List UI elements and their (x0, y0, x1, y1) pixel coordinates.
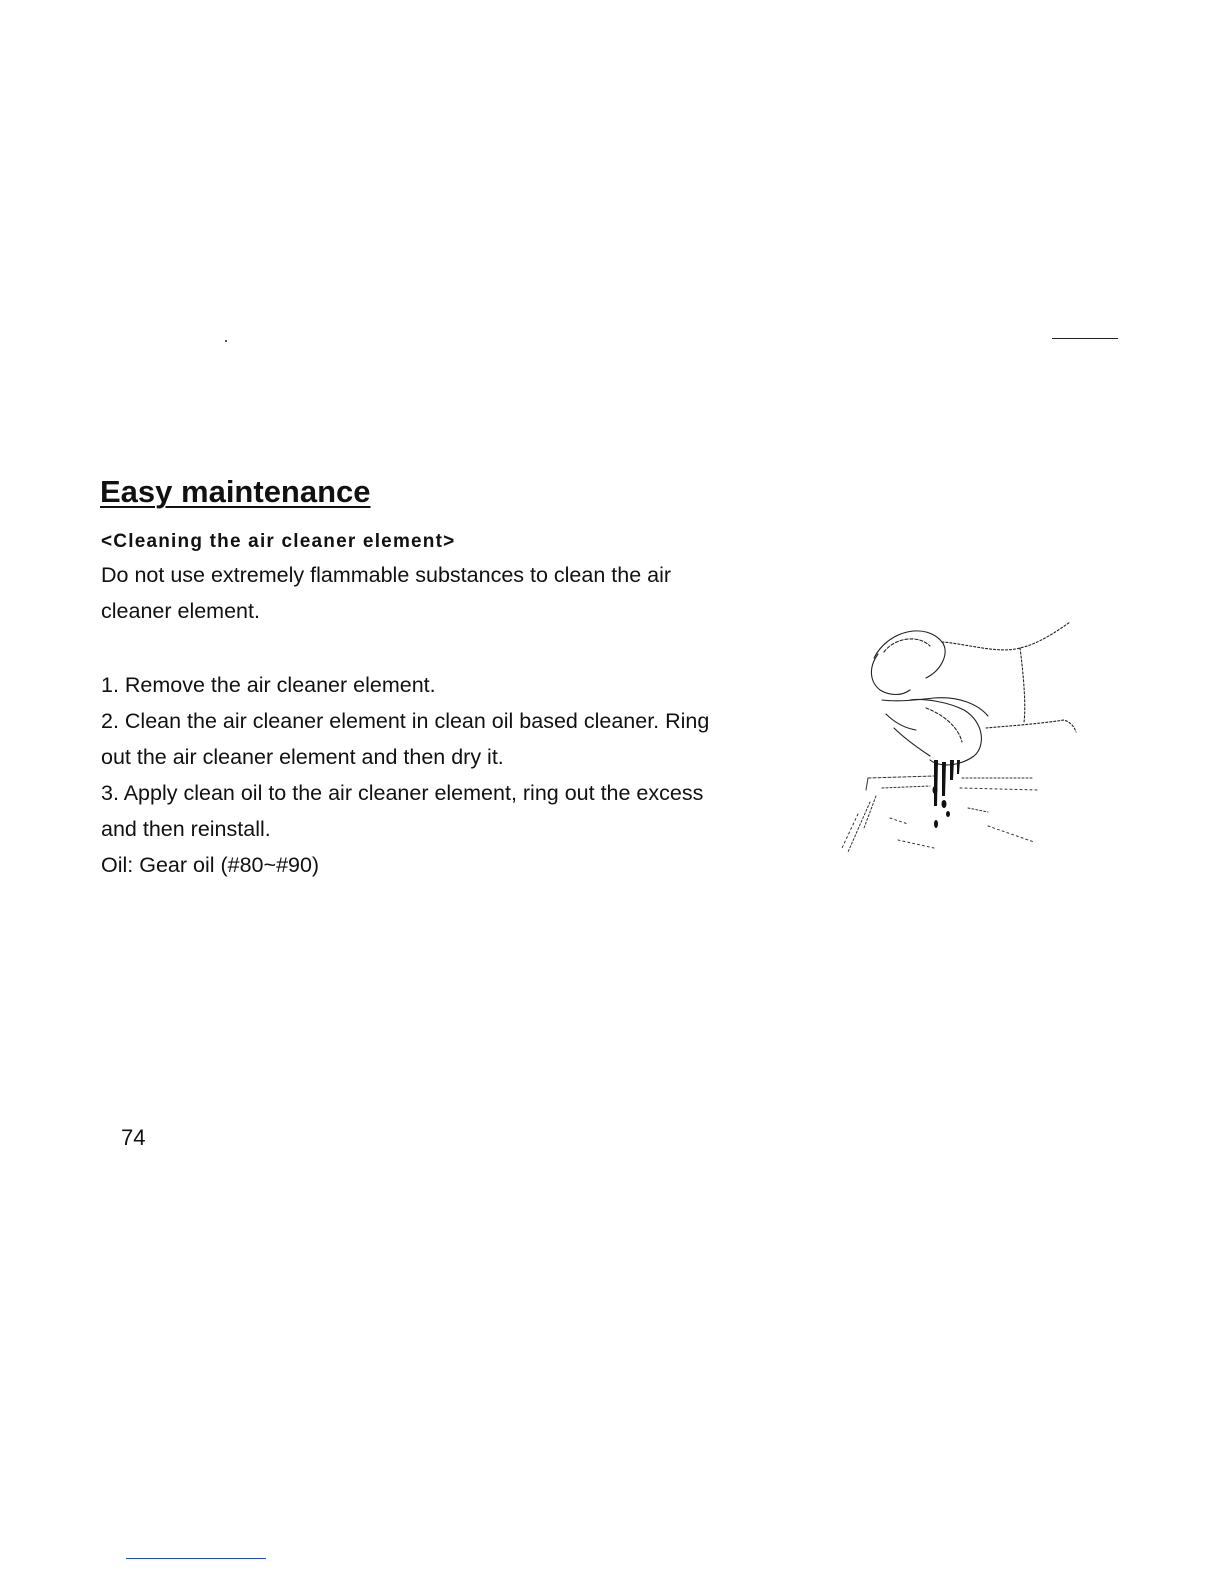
step-2: 2. Clean the air cleaner element in clean oil based cleaner. Ring out the air cleaner element and then dry it. (101, 709, 710, 769)
intro-warning: Do not use extremely flammable substances to clean the air cleaner element. (101, 563, 672, 623)
step-3: 3. Apply clean oil to the air cleaner element, ring out the excess and then reinstall. (101, 781, 704, 841)
step-1: 1. Remove the air cleaner element. (101, 673, 436, 697)
oil-spec: Oil: Gear oil (#80~#90) (101, 853, 320, 877)
section-subtitle: <Cleaning the air cleaner element> (101, 531, 456, 552)
page-number: 74 (121, 1125, 146, 1150)
hand-wringing-element-icon (838, 618, 1078, 858)
bottom-rule (126, 1558, 266, 1559)
steps-list (101, 667, 741, 883)
section-title: Easy maintenance (100, 474, 371, 509)
scan-speck (225, 340, 227, 342)
top-rule (1052, 338, 1118, 339)
